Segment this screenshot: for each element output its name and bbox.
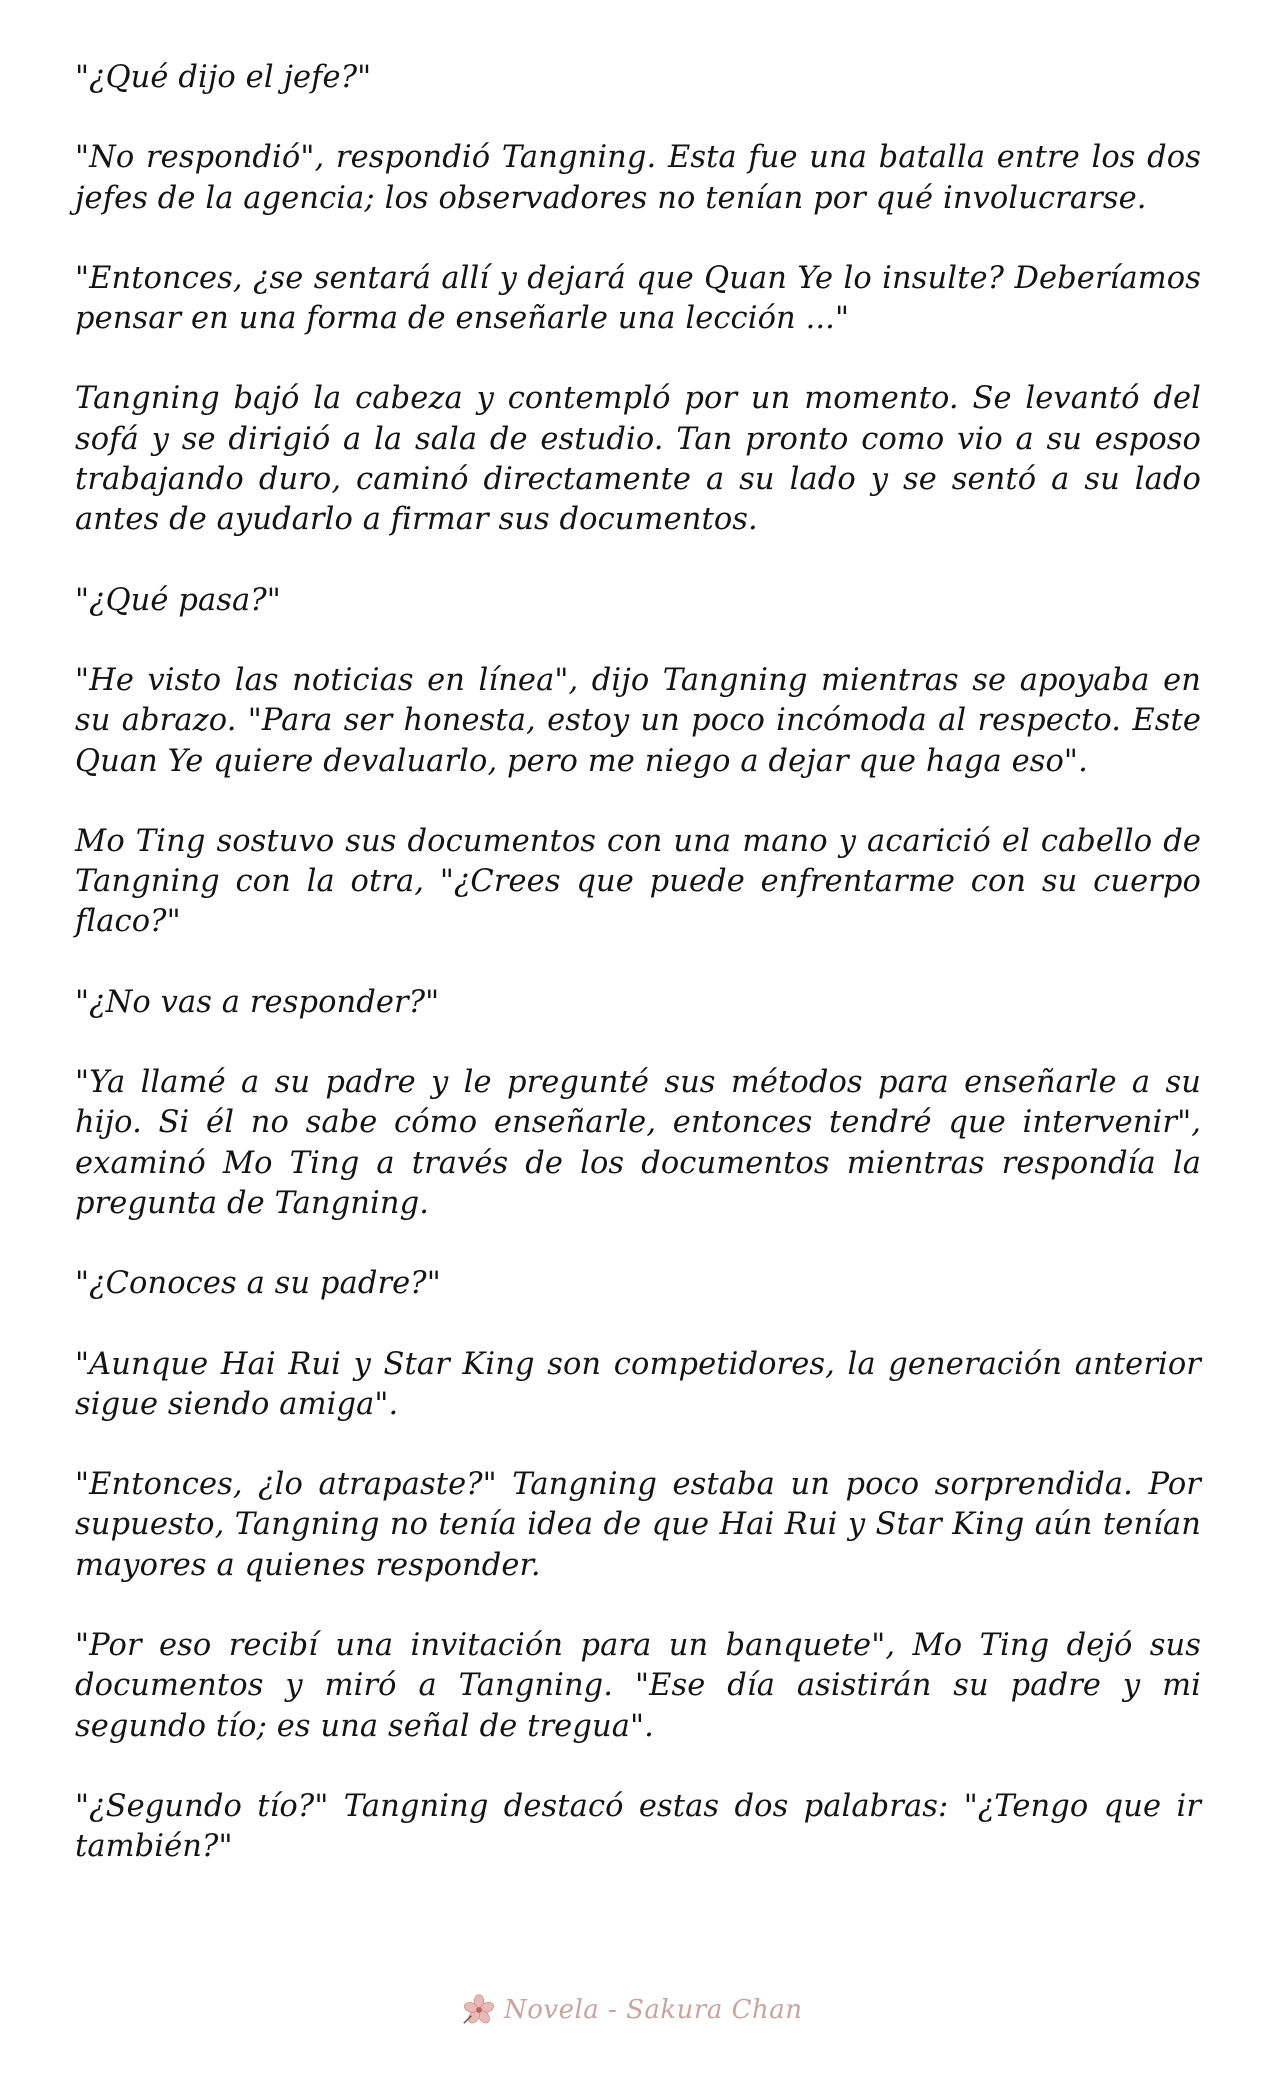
- paragraph-12: "Entonces, ¿lo atrapaste?" Tangning estaba un poco sorprendida. Por supuesto, Tangning no tenía idea de que Hai Rui y Star King aún tenían mayores a quienes responder.: [75, 1467, 1201, 1583]
- watermark-text: Novela - Sakura Chan: [504, 1995, 803, 2025]
- paragraph-5: "¿Qué pasa?": [75, 582, 281, 618]
- paragraph-14: "¿Segundo tío?" Tangning destacó estas dos palabras: "¿Tengo que ir también?": [75, 1788, 1201, 1865]
- paragraph-8: "¿No vas a responder?": [75, 984, 440, 1020]
- paragraph-2: "No respondió", respondió Tangning. Esta fue una batalla entre los dos jefes de la agencia; los observadores no tenían por qué involucrarse.: [75, 140, 1201, 216]
- paragraph-13: "Por eso recibí una invitación para un banquete", Mo Ting dejó sus documentos y miró a Tangning. "Ese día asistirán su padre y mi segundo tío; es una señal de tregua".: [75, 1628, 1201, 1744]
- watermark: [460, 1985, 830, 2035]
- paragraph-7: Mo Ting sostuvo sus documentos con una mano y acarició el cabello de Tangning con la otra, "¿Crees que puede enfrentarme con su cuerpo flaco?": [75, 823, 1201, 940]
- paragraph-3: "Entonces, ¿se sentará allí y dejará que Quan Ye lo insulte? Deberíamos pensar en una forma de enseñarle una lección ...": [75, 260, 1201, 337]
- paragraph-9: "Ya llamé a su padre y le pregunté sus métodos para enseñarle a su hijo. Si él no sabe cómo enseñarle, entonces tendré que intervenir", examinó Mo Ting a través de los documentos mientras respondía la pregunta de Tangning.: [75, 1065, 1201, 1221]
- sakura-flower-icon: [460, 1991, 498, 2029]
- paragraph-4: Tangning bajó la cabeza y contempló por un momento. Se levantó del sofá y se dirigió a la sala de estudio. Tan pronto como vio a su esposo trabajando duro, caminó directamente a su lado y se sentó a su lado antes de ayudarlo a firmar sus documentos.: [75, 381, 1201, 538]
- paragraph-6: "He visto las noticias en línea", dijo Tangning mientras se apoyaba en su abrazo. "Para ser honesta, estoy un poco incómoda al respecto. Este Quan Ye quiere devaluarlo, pero me niego a dejar que haga eso".: [75, 662, 1201, 779]
- paragraph-11: "Aunque Hai Rui y Star King son competidores, la generación anterior sigue siendo amiga".: [75, 1346, 1201, 1422]
- paragraph-1: "¿Qué dijo el jefe?": [75, 60, 372, 95]
- document-body: [75, 58, 1201, 1908]
- paragraph-10: "¿Conoces a su padre?": [75, 1266, 441, 1302]
